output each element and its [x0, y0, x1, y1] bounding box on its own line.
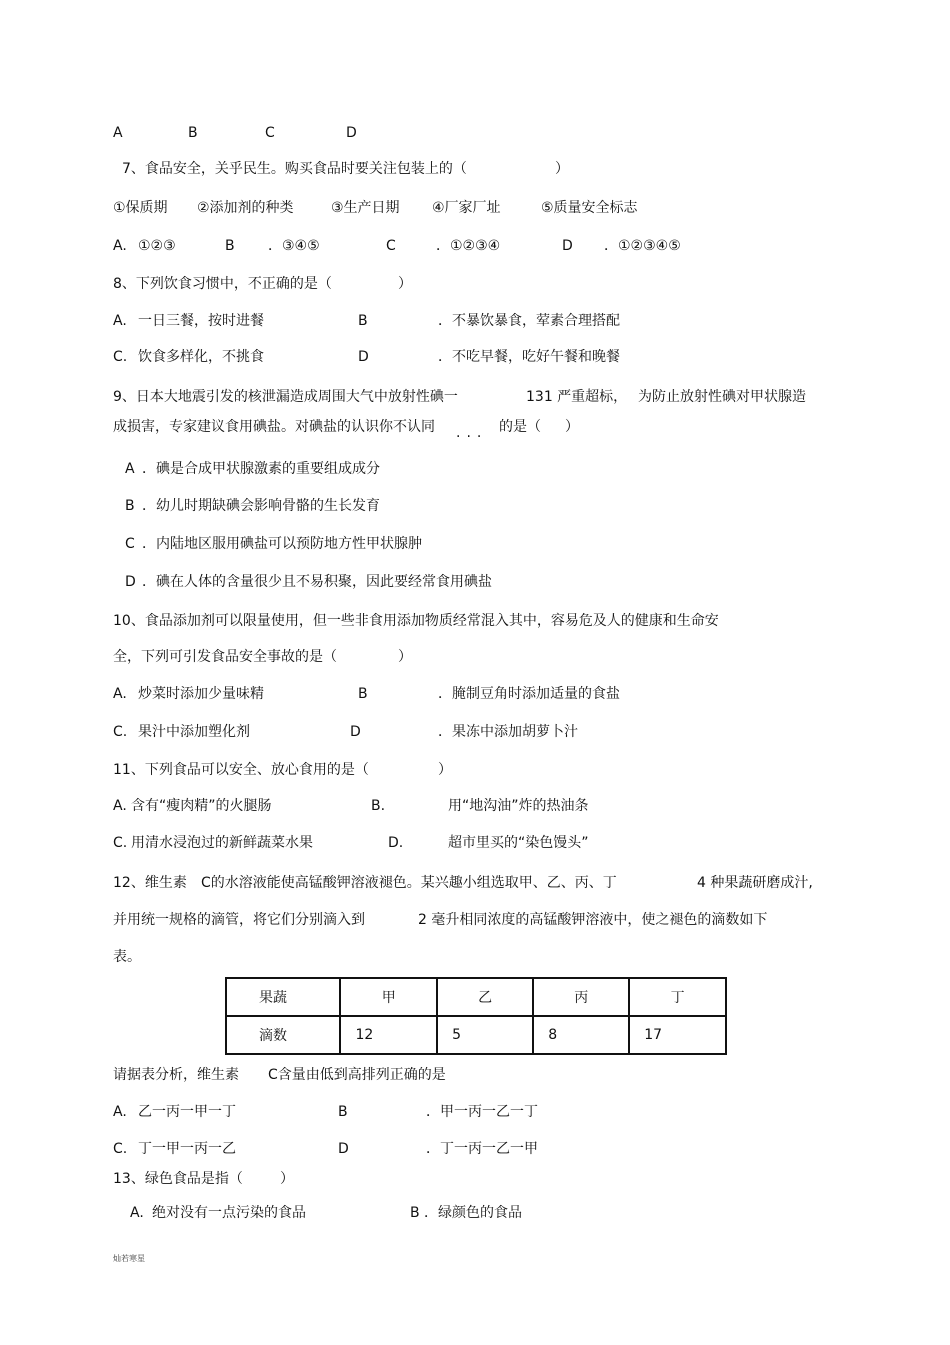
q7-item-4: ④厂家厂址: [432, 200, 501, 216]
q11-option-c-letter: C.: [113, 835, 128, 851]
q8-option-c-text: 饮食多样化，不挑食: [138, 349, 264, 365]
q12-option-d-text: ．丁一丙一乙一甲: [426, 1141, 538, 1157]
q11-option-d-letter: D.: [388, 835, 404, 851]
q11-option-b-letter: B.: [371, 798, 386, 814]
table-cell: 5: [437, 1016, 533, 1054]
q7-option-b-letter: B: [225, 238, 235, 254]
q13-option-b-letter: B: [410, 1205, 420, 1221]
q12-ask-b: C含量由低到高排列正确的是: [268, 1067, 446, 1083]
q9-line2-end: ）: [565, 419, 579, 435]
q8-option-a-text: 一日三餐，按时进餐: [138, 313, 264, 329]
q10-line2: 全，下列可引发食品安全事故的是（: [113, 649, 337, 665]
q7-stem-end: ）: [555, 161, 569, 177]
q10-option-a-letter: A.: [113, 686, 127, 702]
q10-option-c-text: 果汁中添加塑化剂: [138, 724, 250, 740]
top-option-c: C: [265, 125, 275, 141]
q8-option-b-text: ．不暴饮暴食，荤素合理搭配: [438, 313, 620, 329]
q12-option-b-text: ．甲一丙一乙一丁: [426, 1104, 538, 1120]
q7-item-3: ③生产日期: [331, 200, 400, 216]
q13-option-b-text: ．绿颜色的食品: [424, 1205, 522, 1221]
q7-item-5: ⑤质量安全标志: [541, 200, 638, 216]
q11-option-a-text: 含有“瘦肉精”的火腿肠: [131, 798, 272, 814]
q7-item-2: ②添加剂的种类: [197, 200, 294, 216]
q12-ask-a: 请据表分析，维生素: [113, 1067, 239, 1083]
page-footer: 灿若寒星: [113, 1254, 145, 1263]
q12-option-a-text: 乙一丙一甲一丁: [138, 1104, 236, 1120]
q13-option-a-text: 绝对没有一点污染的食品: [152, 1205, 306, 1221]
q12-line2-a: 并用统一规格的滴管，将它们分别滴入到: [113, 912, 365, 928]
table-header-cell: 丁: [629, 978, 726, 1016]
q13-option-a-letter: A.: [130, 1205, 144, 1221]
q13-stem: 13、绿色食品是指（: [113, 1171, 243, 1187]
q9-line1-b: 131 严重超标，: [526, 389, 628, 405]
q7-option-a-text: ①②③: [138, 238, 176, 254]
q8-option-d-text: ．不吃早餐，吃好午餐和晚餐: [438, 349, 620, 365]
table-cell: 滴数: [226, 1016, 340, 1054]
q12-line1-a: 12、维生素: [113, 875, 187, 891]
q11-option-b-text: 用“地沟油”炸的热油条: [448, 798, 589, 814]
q12-option-a-letter: A.: [113, 1104, 127, 1120]
q10-option-a-text: 炒菜时添加少量味精: [138, 686, 264, 702]
q10-option-c-letter: C.: [113, 724, 128, 740]
q11-stem: 11、下列食品可以安全、放心食用的是（: [113, 762, 369, 778]
q10-line1: 10、食品添加剂可以限量使用，但一些非食用添加物质经常混入其中，容易危及人的健康和生命安: [113, 613, 719, 629]
q10-option-d-letter: D: [350, 724, 361, 740]
q9-line2-a: 成损害，专家建议食用碘盐。对碘盐的认识你不认同: [113, 419, 435, 435]
q11-option-d-text: 超市里买的“染色馒头”: [448, 835, 589, 851]
q11-stem-end: ）: [438, 762, 452, 778]
top-option-d: D: [346, 125, 357, 141]
top-option-b: B: [188, 125, 198, 141]
q9-line1-a: 9、日本大地震引发的核泄漏造成周围大气中放射性碘一: [113, 389, 458, 405]
q8-stem-end: ）: [398, 276, 412, 292]
q7-option-a-letter: A.: [113, 238, 127, 254]
q12-option-c-letter: C.: [113, 1141, 128, 1157]
table-cell: 8: [533, 1016, 629, 1054]
table-header-cell: 甲: [340, 978, 437, 1016]
q9-line1-c: 为防止放射性碘对甲状腺造: [638, 389, 806, 405]
q11-option-c-text: 用清水浸泡过的新鲜蔬菜水果: [131, 835, 313, 851]
q9-option-a-letter: A: [125, 461, 135, 477]
q12-option-d-letter: D: [338, 1141, 349, 1157]
q10-line2-end: ）: [398, 649, 412, 665]
q9-option-b-text: ．幼儿时期缺碘会影响骨骼的生长发育: [142, 498, 380, 514]
q12-option-b-letter: B: [338, 1104, 348, 1120]
q8-option-a-letter: A.: [113, 313, 127, 329]
q12-option-c-text: 丁一甲一丙一乙: [138, 1141, 236, 1157]
q9-option-c-text: ．内陆地区服用碘盐可以预防地方性甲状腺肿: [142, 536, 422, 552]
q10-option-d-text: ．果冻中添加胡萝卜汁: [438, 724, 578, 740]
q8-option-d-letter: D: [358, 349, 369, 365]
table-row: [226, 978, 726, 1016]
q11-option-a-letter: A.: [113, 798, 127, 814]
q9-option-a-text: ．碘是合成甲状腺激素的重要组成成分: [142, 461, 380, 477]
q7-option-d-letter: D: [562, 238, 573, 254]
q8-stem: 8、下列饮食习惯中，不正确的是（: [113, 276, 332, 292]
top-option-a: A: [113, 125, 123, 141]
q10-option-b-text: ．腌制豆角时添加适量的食盐: [438, 686, 620, 702]
q9-option-d-text: ．碘在人体的含量很少且不易积聚，因此要经常食用碘盐: [142, 574, 492, 590]
q9-line2-b: 的是（: [499, 419, 541, 435]
table-cell: 12: [340, 1016, 437, 1054]
q12-line1-b: C的水溶液能使高锰酸钾溶液褪色。某兴趣小组选取甲、乙、丙、丁: [201, 875, 617, 891]
q9-option-c-letter: C: [125, 536, 135, 552]
q7-option-c-text: ．①②③④: [436, 238, 501, 254]
q7-option-c-letter: C: [386, 238, 396, 254]
q10-option-b-letter: B: [358, 686, 368, 702]
q9-emphasis-dots: ...: [456, 425, 488, 441]
q8-option-b-letter: B: [358, 313, 368, 329]
table-header-cell: 丙: [533, 978, 629, 1016]
q9-option-b-letter: B: [125, 498, 135, 514]
q7-stem: 7、食品安全，关乎民生。购买食品时要关注包装上的（: [122, 161, 467, 177]
table-cell: 17: [629, 1016, 726, 1054]
q12-line1-c: 4 种果蔬研磨成汁,: [697, 875, 813, 891]
q7-option-d-text: ．①②③④⑤: [604, 238, 681, 254]
q7-option-b-text: ．③④⑤: [268, 238, 320, 254]
q8-option-c-letter: C.: [113, 349, 128, 365]
q7-item-1: ①保质期: [113, 200, 168, 216]
q13-stem-end: ）: [280, 1171, 294, 1187]
table-row: [226, 1016, 726, 1054]
q12-line3: 表。: [113, 949, 141, 965]
drops-table: [225, 977, 727, 1055]
table-header-cell: 乙: [437, 978, 533, 1016]
table-header-cell: 果蔬: [226, 978, 340, 1016]
q12-line2-b: 2 毫升相同浓度的高锰酸钾溶液中，使之褪色的滴数如下: [418, 912, 768, 928]
q9-option-d-letter: D: [125, 574, 136, 590]
